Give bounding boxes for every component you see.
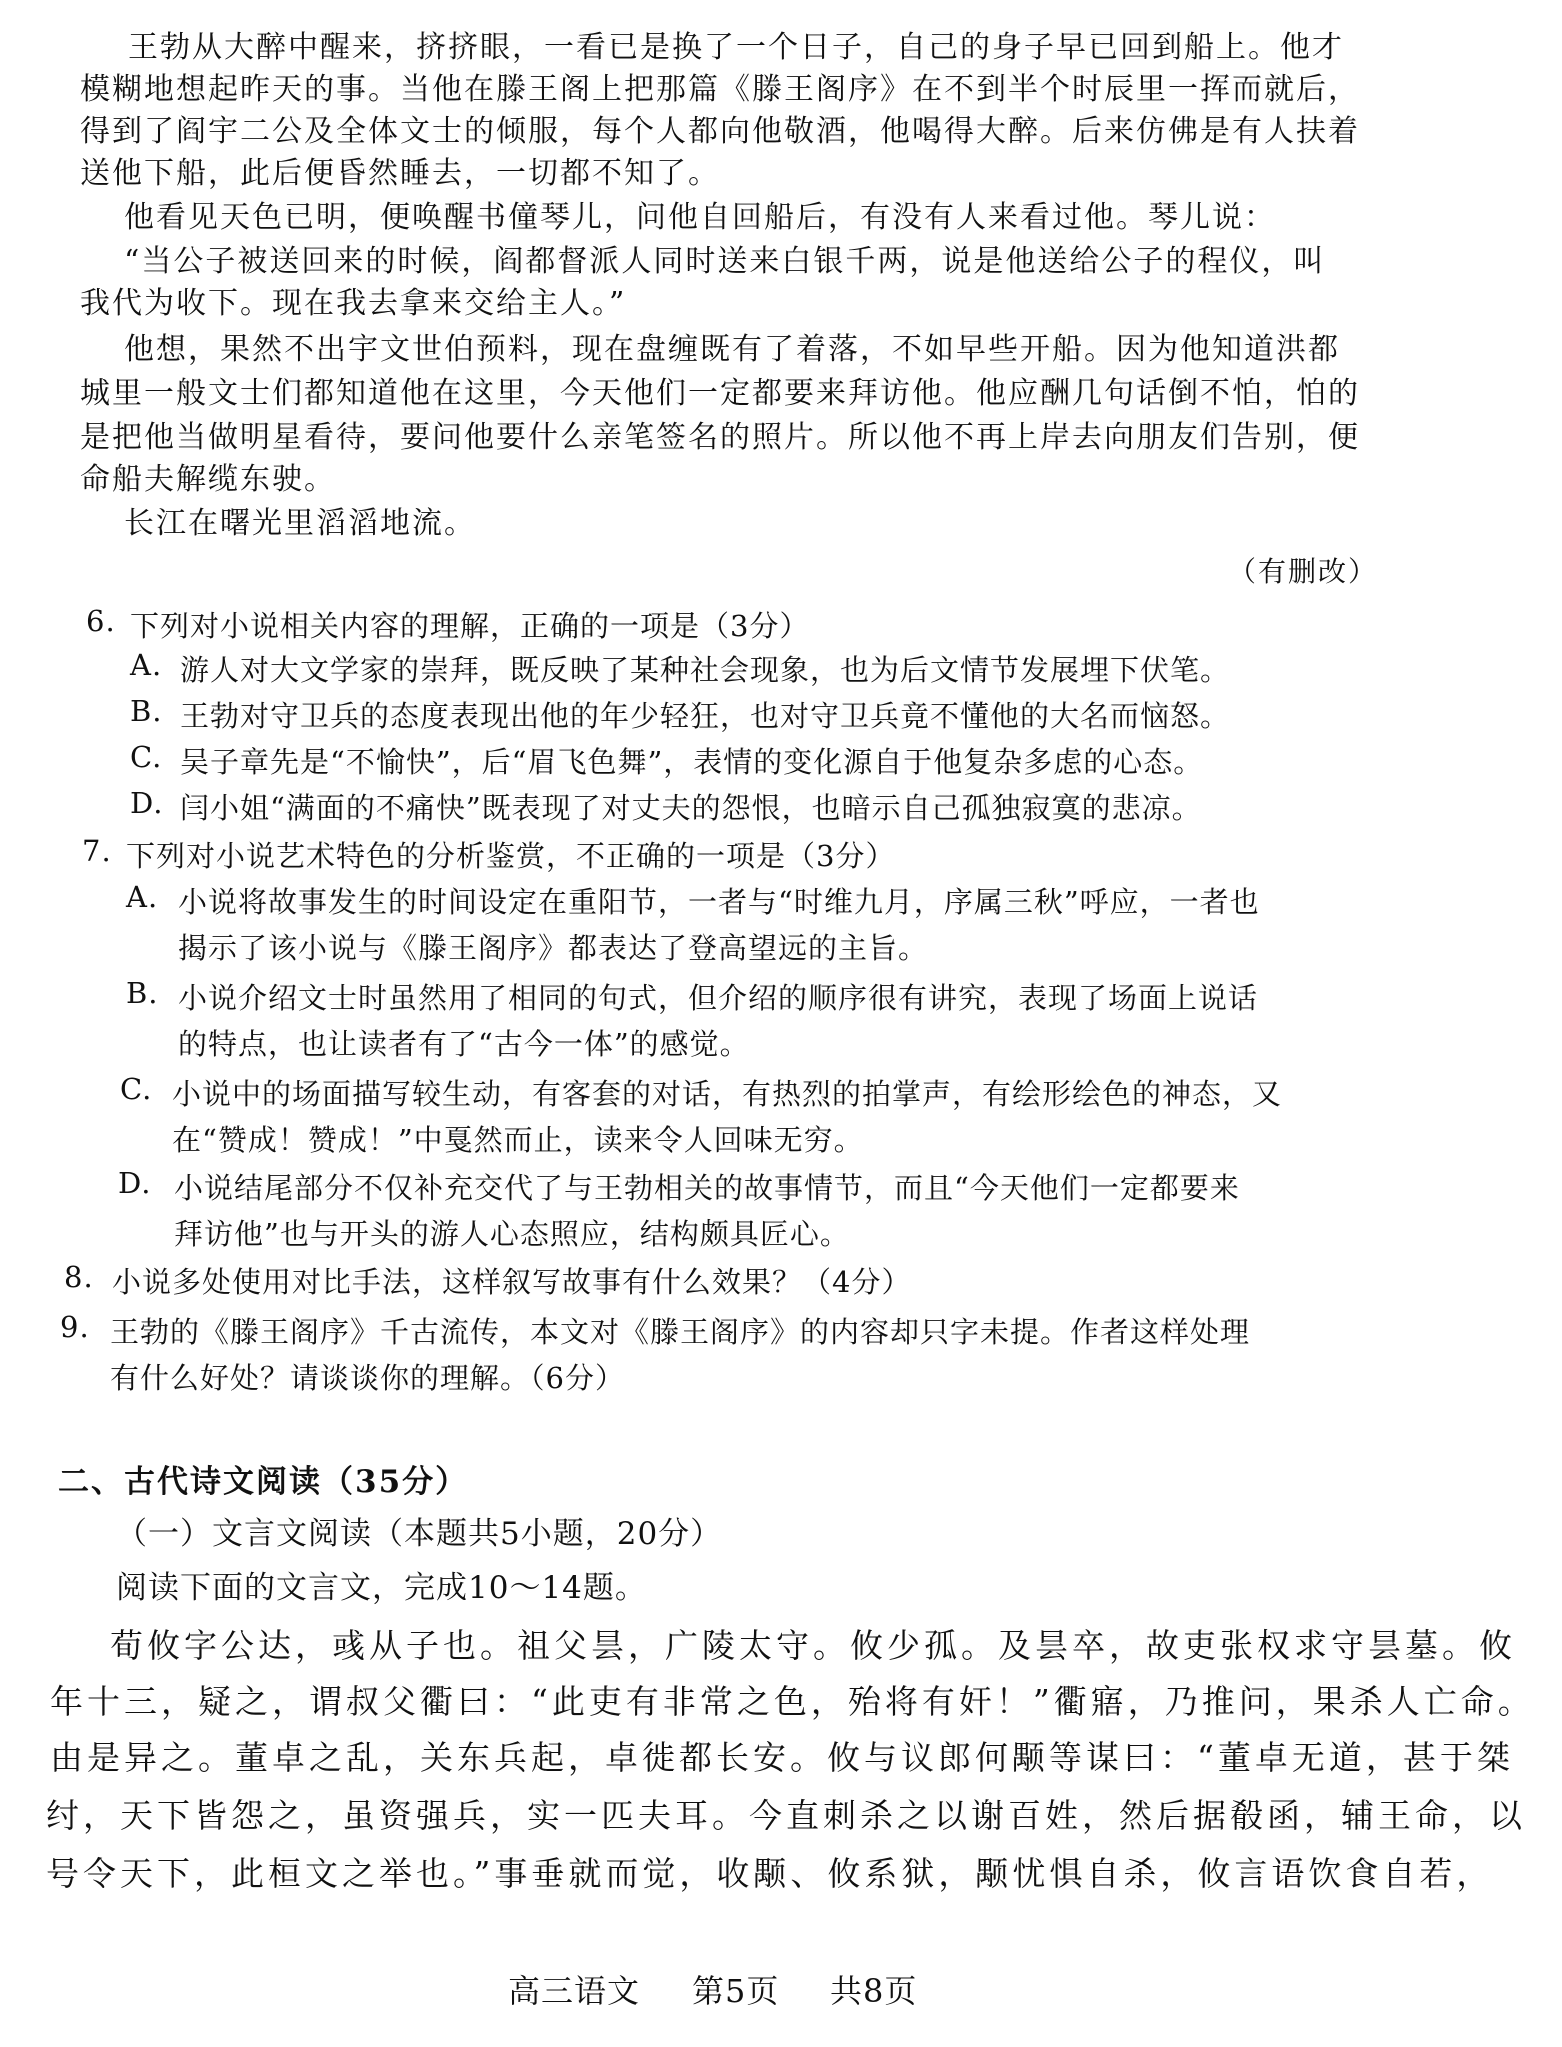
option-letter: B.: [130, 694, 163, 728]
question-number: 7.: [82, 834, 112, 868]
option-text: 小说将故事发生的时间设定在重阳节，一者与“时维九月，序属三秋”呼应，一者也: [178, 885, 1260, 919]
edit-note: （有删改）: [1228, 555, 1379, 588]
option-letter: D.: [130, 786, 164, 820]
option-letter: D.: [118, 1166, 152, 1200]
story-line: 送他下船，此后便昏然睡去，一切都不知了。: [80, 156, 720, 191]
option-letter: C.: [130, 740, 163, 774]
classical-line: 号令天下，此桓文之举也。”事垂就而觉，收颙、攸系狱，颙忧惧自杀，攸言语饮食自若，: [46, 1854, 1494, 1893]
classical-line: 年十三，疑之，谓叔父衢曰：“此吏有非常之色，殆将有奸！”衢寤，乃推问，果杀人亡命。: [50, 1682, 1535, 1721]
option-text: 揭示了该小说与《滕王阁序》都表达了登高望远的主旨。: [178, 931, 929, 965]
story-line: 得到了阎宇二公及全体文士的倾服，每个人都向他敬酒，他喝得大醉。后来仿佛是有人扶着: [80, 114, 1360, 149]
story-line: 城里一般文士们都知道他在这里，今天他们一定都要来拜访他。他应酬几句话倒不怕，怕的: [80, 376, 1360, 411]
question-stem: 下列对小说艺术特色的分析鉴赏，不正确的一项是（3分）: [126, 839, 896, 873]
story-line: “当公子被送回来的时候，阎都督派人同时送来白银千两，说是他送给公子的程仪，叫: [124, 244, 1326, 279]
question-number: 9.: [60, 1310, 90, 1344]
option-text: 小说结尾部分不仅补充交代了与王勃相关的故事情节，而且“今天他们一定都要来: [174, 1171, 1240, 1205]
option-letter: B.: [126, 976, 159, 1010]
option-letter: A.: [130, 648, 163, 682]
option-letter: A.: [126, 880, 159, 914]
option-text: 的特点，也让读者有了“古今一体”的感觉。: [178, 1027, 750, 1061]
story-line: 命船夫解缆东驶。: [80, 462, 336, 497]
story-line: 我代为收下。现在我去拿来交给主人。”: [80, 286, 627, 321]
option-text: 吴子章先是“不愉快”，后“眉飞色舞”，表情的变化源自于他复杂多虑的心态。: [180, 745, 1204, 779]
option-text: 游人对大文学家的崇拜，既反映了某种社会现象，也为后文情节发展埋下伏笔。: [180, 653, 1231, 687]
story-line: 模糊地想起昨天的事。当他在滕王阁上把那篇《滕王阁序》在不到半个时辰里一挥而就后，: [80, 72, 1360, 107]
classical-line: 由是异之。董卓之乱，关东兵起，卓徙都长安。攸与议郎何颙等谋曰：“董卓无道，甚于桀: [50, 1738, 1514, 1777]
option-text: 在“赞成！赞成！”中戛然而止，读来令人回味无穷。: [172, 1123, 864, 1157]
subsection-title: （一）文言文阅读（本题共5小题，20分）: [116, 1516, 723, 1552]
option-text: 小说介绍文士时虽然用了相同的句式，但介绍的顺序很有讲究，表现了场面上说话: [178, 981, 1259, 1015]
section-title: 二、古代诗文阅读（35分）: [58, 1464, 469, 1500]
story-line: 长江在曙光里滔滔地流。: [124, 506, 476, 541]
option-text: 王勃对守卫兵的态度表现出他的年少轻狂，也对守卫兵竟不懂他的大名而恼怒。: [180, 699, 1231, 733]
story-line: 王勃从大醉中醒来，挤挤眼，一看已是换了一个日子，自己的身子早已回到船上。他才: [128, 30, 1344, 65]
question-stem: 小说多处使用对比手法，这样叙写故事有什么效果？（4分）: [112, 1265, 912, 1299]
question-number: 8.: [64, 1260, 94, 1294]
option-text: 闫小姐“满面的不痛快”既表现了对丈夫的怨恨，也暗示自己孤独寂寞的悲凉。: [180, 791, 1202, 825]
question-stem: 下列对小说相关内容的理解，正确的一项是（3分）: [130, 609, 810, 643]
option-text: 小说中的场面描写较生动，有客套的对话，有热烈的拍掌声，有绘形绘色的神态，又: [172, 1077, 1283, 1111]
footer-total: 共8页: [830, 1972, 918, 2010]
question-number: 6.: [86, 604, 116, 638]
classical-line: 荀攸字公达，彧从子也。祖父昙，广陵太守。攸少孤。及昙卒，故吏张权求守昙墓。攸: [110, 1626, 1516, 1665]
option-letter: C.: [120, 1072, 153, 1106]
footer-page: 第5页: [692, 1972, 780, 2010]
option-text: 拜访他”也与开头的游人心态照应，结构颇具匠心。: [174, 1217, 850, 1251]
instruction: 阅读下面的文言文，完成10～14题。: [116, 1570, 647, 1606]
question-stem: 王勃的《滕王阁序》千古流传，本文对《滕王阁序》的内容却只字未提。作者这样处理: [110, 1315, 1251, 1349]
story-line: 他想，果然不出宇文世伯预料，现在盘缠既有了着落，不如早些开船。因为他知道洪都: [124, 332, 1340, 367]
story-line: 是把他当做明星看待，要问他要什么亲笔签名的照片。所以他不再上岸去向朋友们告别，便: [80, 420, 1360, 455]
story-line: 他看见天色已明，便唤醒书僮琴儿，问他自回船后，有没有人来看过他。琴儿说：: [124, 200, 1276, 235]
question-stem: 有什么好处？请谈谈你的理解。（6分）: [110, 1361, 625, 1395]
footer-subject: 高三语文: [508, 1972, 641, 2010]
classical-line: 纣，天下皆怨之，虽资强兵，实一匹夫耳。今直刺杀之以谢百姓，然后据殽函，辅王命，以: [46, 1796, 1526, 1835]
